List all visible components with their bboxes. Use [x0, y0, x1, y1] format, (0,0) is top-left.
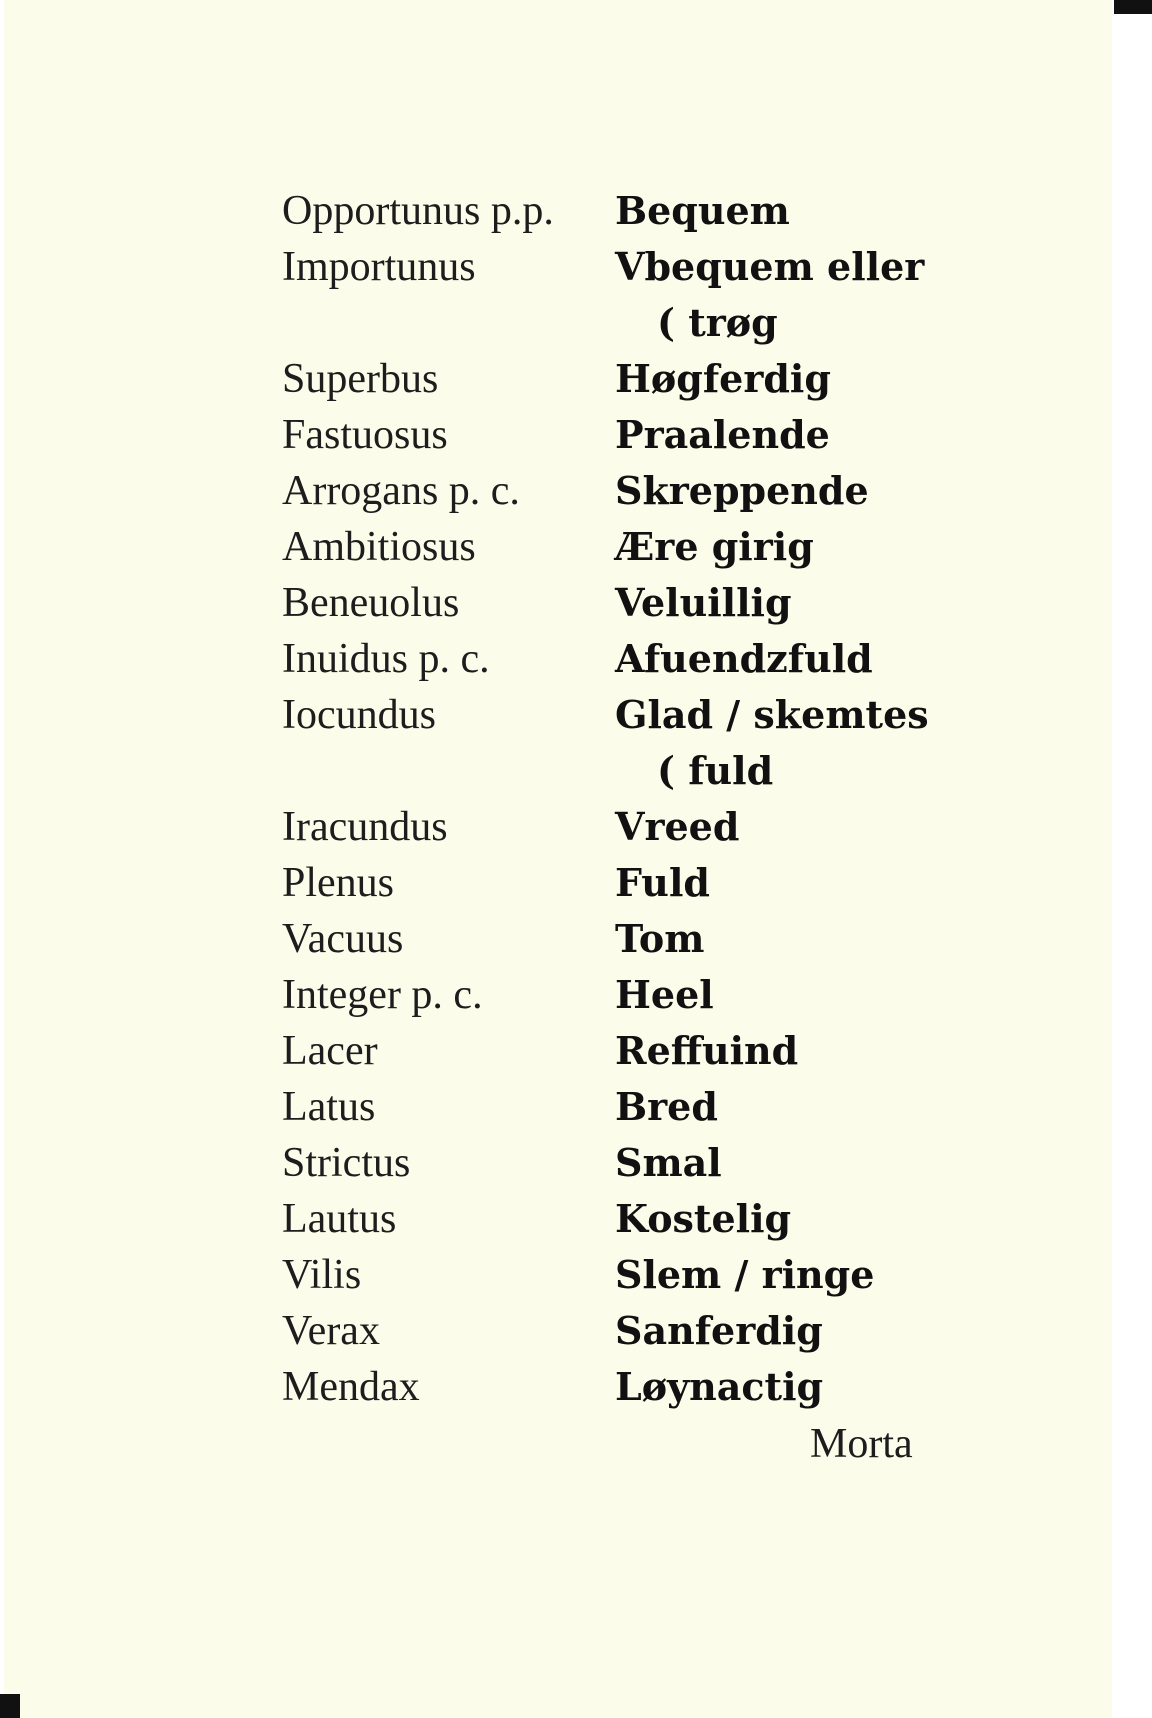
- danish-translation: Praalende: [615, 412, 830, 457]
- latin-word: Arrogans p. c.: [282, 468, 520, 514]
- latin-word: Superbus: [282, 356, 439, 402]
- word-list: [282, 183, 982, 1415]
- latin-word: Beneuolus: [282, 580, 460, 626]
- latin-word: Vacuus: [282, 916, 404, 962]
- danish-translation: Høgferdig: [615, 356, 831, 401]
- list-item: [282, 1023, 982, 1079]
- danish-translation: Skreppende: [615, 468, 869, 513]
- page: [4, 0, 1112, 1718]
- latin-word: Iracundus: [282, 804, 448, 850]
- latin-word: Latus: [282, 1084, 376, 1130]
- latin-word: Lacer: [282, 1028, 378, 1074]
- list-item: [282, 1191, 982, 1247]
- latin-word: Ambitiosus: [282, 524, 476, 570]
- list-item: [282, 1303, 982, 1359]
- latin-word: Opportunus p.p.: [282, 188, 554, 234]
- catchword: Morta: [810, 1421, 913, 1467]
- list-item: [282, 239, 982, 295]
- danish-translation: Veluillig: [615, 580, 792, 625]
- list-item: [282, 855, 982, 911]
- danish-translation: Glad / skemtes: [615, 692, 929, 737]
- list-item: [282, 911, 982, 967]
- list-item: [282, 687, 982, 743]
- list-item: [282, 631, 982, 687]
- list-item: [282, 1135, 982, 1191]
- danish-translation: Fuld: [615, 860, 710, 905]
- danish-translation: Heel: [615, 972, 714, 1017]
- latin-word: Importunus: [282, 244, 476, 290]
- latin-word: Integer p. c.: [282, 972, 483, 1018]
- latin-word: Strictus: [282, 1140, 411, 1186]
- list-item: [282, 1079, 982, 1135]
- danish-translation: ( fuld: [657, 748, 774, 793]
- latin-word: Lautus: [282, 1196, 397, 1242]
- latin-word: Inuidus p. c.: [282, 636, 490, 682]
- latin-word: Vilis: [282, 1252, 362, 1298]
- latin-word: Plenus: [282, 860, 395, 906]
- latin-word: Iocundus: [282, 692, 436, 738]
- danish-translation: Kostelig: [615, 1196, 792, 1241]
- list-item: [282, 183, 982, 239]
- danish-translation: Sanferdig: [615, 1308, 823, 1353]
- list-item: [282, 407, 982, 463]
- danish-translation: Løynactig: [615, 1364, 824, 1409]
- list-item: [282, 1247, 982, 1303]
- danish-translation: Smal: [615, 1140, 722, 1185]
- list-item: [282, 799, 982, 855]
- list-item: [282, 463, 982, 519]
- danish-translation: Afuendzfuld: [615, 636, 873, 681]
- list-item: [282, 519, 982, 575]
- danish-translation: Bred: [615, 1084, 718, 1129]
- latin-word: Fastuosus: [282, 412, 448, 458]
- scan-edge-mark: [0, 1694, 20, 1718]
- danish-translation: Bequem: [615, 188, 790, 233]
- scan-edge-mark: [1114, 0, 1152, 14]
- list-item-continuation: [282, 295, 982, 351]
- danish-translation: Vbequem eller: [615, 244, 925, 289]
- list-item: [282, 1359, 982, 1415]
- danish-translation: Reffuind: [615, 1028, 799, 1073]
- list-item-continuation: [282, 743, 982, 799]
- latin-word: Mendax: [282, 1364, 420, 1410]
- latin-word: Verax: [282, 1308, 380, 1354]
- list-item: [282, 967, 982, 1023]
- danish-translation: ( trøg: [657, 300, 778, 345]
- danish-translation: Slem / ringe: [615, 1252, 875, 1297]
- danish-translation: Tom: [615, 916, 705, 961]
- list-item: [282, 575, 982, 631]
- danish-translation: Ære girig: [615, 524, 814, 569]
- danish-translation: Vreed: [615, 804, 740, 849]
- list-item: [282, 351, 982, 407]
